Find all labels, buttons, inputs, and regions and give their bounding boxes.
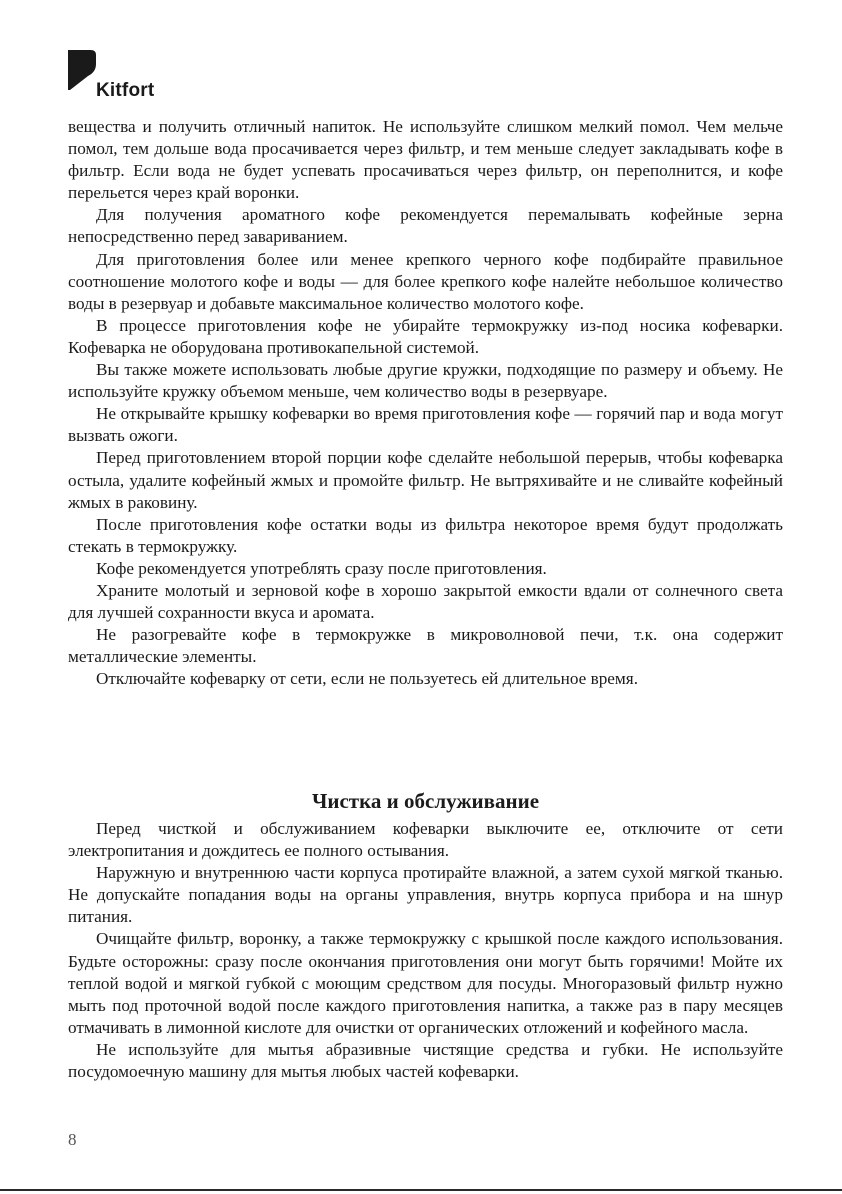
paragraph: Перед приготовлением второй порции кофе сделайте небольшой перерыв, чтобы кофеварка остыла, удалите кофейный жмых и промойте фильтр. Не вытряхивайте и не сливайте кофейный жмых в раковину. [68,448,783,512]
cleaning-text [68,818,783,1083]
paragraph: Храните молотый и зерновой кофе в хорошо закрытой емкости вдали от солнечного света для лучшей сохранности вкуса и аромата. [68,580,783,623]
paragraph: Вы также можете использовать любые другие кружки, подходящие по размеру и объему. Не используйте кружку объемом меньше, чем количество воды в резервуаре. [68,360,783,402]
page-bottom-rule [0,1189,842,1191]
paragraph: Перед чисткой и обслуживанием кофеварки выключите ее, отключите от сети электропитания и дождитесь ее полного остывания. [68,819,783,861]
paragraph: Кофе рекомендуется употреблять сразу после приготовления. [96,558,547,578]
kitfort-logo-icon [68,50,96,90]
section-title: Чистка и обслуживание [311,789,540,814]
brand-name: Kitfort [96,80,155,101]
paragraph: Не открывайте крышку кофеварки во время приготовления кофе — горячий пар и вода могут вызвать ожоги. [68,404,783,446]
paragraph: В процессе приготовления кофе не убирайте термокружку из-под носика кофеварки. Кофеварка не оборудована противокапельной системой. [68,315,783,357]
paragraph: вещества и получить отличный напиток. Не используйте слишком мелкий помол. Чем мельче помол, тем дольше вода просачивается через фильтр, и тем меньше следует закладывать кофе в фильтр. Если вода не будет успевать просачиваться через фильтр, он переполнится, и кофе перельется через край воронки. [68,117,783,203]
paragraph: Отключайте кофеварку от сети, если не пользуетесь ей длительное время. [96,669,638,689]
paragraph: Очищайте фильтр, воронку, а также термокружку с крышкой после каждого использования. Будьте осторожны: сразу после окончания приготовления они могут быть горячими! Мойте их теплой водой и мягкой губкой с моющим средством для посуды. Многоразовый фильтр нужно мыть под проточной водой после каждого приготовления напитка, а также раз в пару месяцев отмачивать в лимонной кислоте для очистки от органических отложений и кофейного масла. [68,929,783,1037]
paragraph: Не разогревайте кофе в термокружке в микроволновой печи, т.к. она содержит металлические элементы. [68,625,783,667]
page-number: 8 [68,1130,77,1149]
instructions-text [68,116,783,690]
paragraph: Для приготовления более или менее крепкого черного кофе подбирайте правильное соотношение молотого кофе и воды — для более крепкого кофе налейте небольшое количество воды в резервуар и добавьте максимальное количество молотого кофе. [68,249,783,313]
paragraph: Не используйте для мытья абразивные чистящие средства и губки. Не используйте посудомоечную машину для мытья любых частей кофеварки. [68,1039,783,1082]
paragraph: Для получения ароматного кофе рекомендуется перемалывать кофейные зерна непосредственно перед завариванием. [68,205,783,247]
paragraph: После приготовления кофе остатки воды из фильтра некоторое время будут продолжать стекать в термокружку. [68,514,783,556]
kitfort-logo [68,50,178,101]
paragraph: Наружную и внутреннюю части корпуса протирайте влажной, а затем сухой мягкой тканью. Не допускайте попадания воды на органы управления, внутрь корпуса прибора и на шнур питания. [68,863,783,927]
